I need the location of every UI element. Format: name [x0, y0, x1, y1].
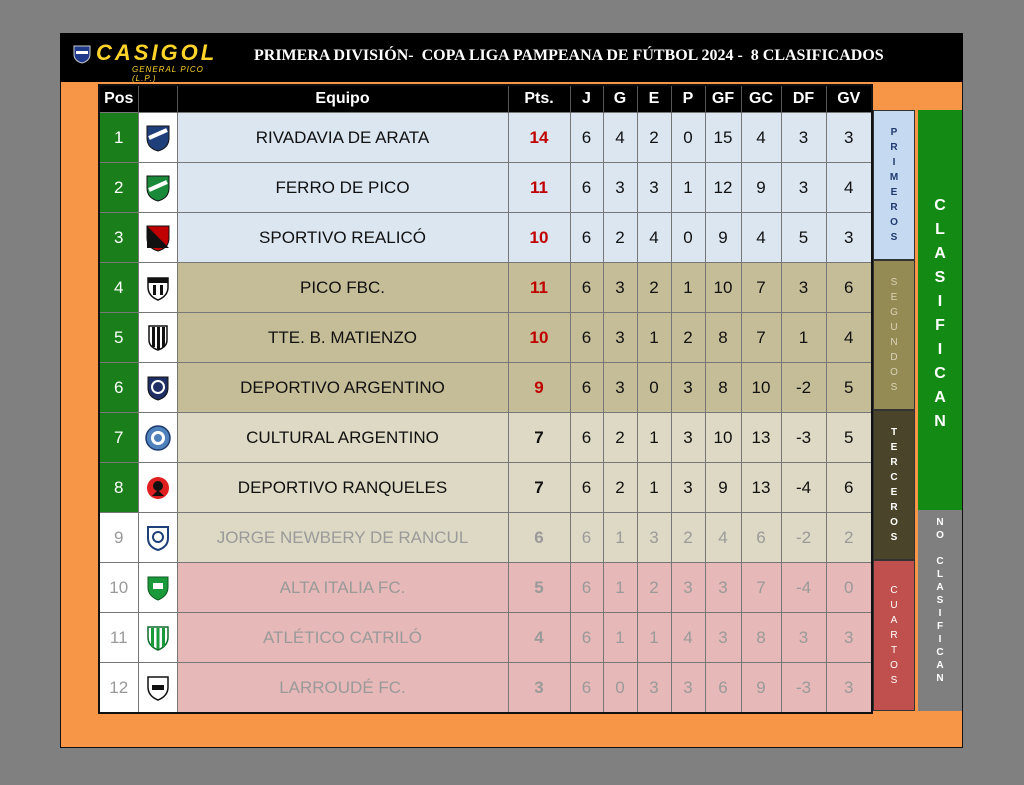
- points-cell: 11: [508, 163, 570, 213]
- drawn-cell: 0: [637, 363, 671, 413]
- position-cell: 11: [99, 613, 138, 663]
- group-label-cuartos: C U A R T O S: [873, 560, 915, 711]
- goals-against-cell: 4: [741, 213, 781, 263]
- points-cell: 10: [508, 313, 570, 363]
- played-cell: 6: [570, 613, 603, 663]
- col-header-team: Equipo: [177, 85, 508, 113]
- goals-against-cell: 7: [741, 563, 781, 613]
- team-name: DEPORTIVO ARGENTINO: [177, 363, 508, 413]
- deportivo-ranqueles-crest-icon: [144, 474, 172, 502]
- goal-diff-cell: 3: [781, 613, 826, 663]
- team-name: RIVADAVIA DE ARATA: [177, 113, 508, 163]
- played-cell: 6: [570, 563, 603, 613]
- deportivo-argentino-crest-icon: [145, 374, 171, 402]
- matienzo-crest-icon: [145, 324, 171, 352]
- table-row: [99, 563, 872, 613]
- alta-italia-crest-icon: [145, 574, 171, 602]
- standings-table: [98, 84, 873, 714]
- drawn-cell: 1: [637, 313, 671, 363]
- away-goals-cell: 6: [826, 463, 872, 513]
- played-cell: 6: [570, 213, 603, 263]
- points-cell: 7: [508, 463, 570, 513]
- lost-cell: 4: [671, 613, 705, 663]
- table-row: [99, 663, 872, 714]
- position-cell: 9: [99, 513, 138, 563]
- drawn-cell: 1: [637, 463, 671, 513]
- won-cell: 0: [603, 663, 637, 714]
- won-cell: 3: [603, 263, 637, 313]
- brand-subtitle: GENERAL PICO (L.P.): [132, 65, 204, 83]
- goals-for-cell: 9: [705, 463, 741, 513]
- goals-for-cell: 6: [705, 663, 741, 714]
- points-cell: 14: [508, 113, 570, 163]
- away-goals-cell: 5: [826, 413, 872, 463]
- table-row: [99, 363, 872, 413]
- played-cell: 6: [570, 463, 603, 513]
- away-goals-cell: 4: [826, 313, 872, 363]
- points-cell: 4: [508, 613, 570, 663]
- goals-for-cell: 10: [705, 413, 741, 463]
- casigol-shield-icon: [72, 44, 92, 64]
- goals-against-cell: 13: [741, 413, 781, 463]
- away-goals-cell: 3: [826, 613, 872, 663]
- col-header-e: E: [637, 85, 671, 113]
- team-name: DEPORTIVO RANQUELES: [177, 463, 508, 513]
- casigol-logo: [70, 38, 230, 83]
- points-cell: 6: [508, 513, 570, 563]
- played-cell: 6: [570, 663, 603, 714]
- goals-against-cell: 4: [741, 113, 781, 163]
- won-cell: 1: [603, 563, 637, 613]
- position-cell: 3: [99, 213, 138, 263]
- lost-cell: 1: [671, 163, 705, 213]
- table-row: [99, 163, 872, 213]
- goals-for-cell: 8: [705, 313, 741, 363]
- goals-for-cell: 15: [705, 113, 741, 163]
- drawn-cell: 1: [637, 413, 671, 463]
- col-header-gf: GF: [705, 85, 741, 113]
- col-header-p: P: [671, 85, 705, 113]
- goal-diff-cell: 5: [781, 213, 826, 263]
- position-cell: 8: [99, 463, 138, 513]
- goals-against-cell: 7: [741, 263, 781, 313]
- lost-cell: 3: [671, 663, 705, 714]
- won-cell: 3: [603, 363, 637, 413]
- goal-diff-cell: 3: [781, 113, 826, 163]
- away-goals-cell: 6: [826, 263, 872, 313]
- col-header-j: J: [570, 85, 603, 113]
- table-row: [99, 263, 872, 313]
- position-cell: 2: [99, 163, 138, 213]
- col-header-g: G: [603, 85, 637, 113]
- position-cell: 10: [99, 563, 138, 613]
- col-header-crest: [138, 85, 177, 113]
- table-row: [99, 313, 872, 363]
- won-cell: 1: [603, 613, 637, 663]
- cultural-argentino-crest-icon: [144, 424, 172, 452]
- played-cell: 6: [570, 163, 603, 213]
- goal-diff-cell: -3: [781, 413, 826, 463]
- points-cell: 9: [508, 363, 570, 413]
- team-name: LARROUDÉ FC.: [177, 663, 508, 714]
- won-cell: 2: [603, 413, 637, 463]
- lost-cell: 3: [671, 563, 705, 613]
- atletico-catrilo-crest-icon: [145, 624, 171, 652]
- lost-cell: 1: [671, 263, 705, 313]
- goal-diff-cell: 1: [781, 313, 826, 363]
- lost-cell: 3: [671, 463, 705, 513]
- points-cell: 11: [508, 263, 570, 313]
- team-name: TTE. B. MATIENZO: [177, 313, 508, 363]
- team-name: CULTURAL ARGENTINO: [177, 413, 508, 463]
- ferro-pico-crest-icon: [145, 174, 171, 202]
- drawn-cell: 3: [637, 513, 671, 563]
- col-header-pts: Pts.: [508, 85, 570, 113]
- col-header-df: DF: [781, 85, 826, 113]
- page-title: PRIMERA DIVISIÓN- COPA LIGA PAMPEANA DE FÚTBOL 2024 - 8 CLASIFICADOS: [254, 47, 884, 64]
- drawn-cell: 2: [637, 113, 671, 163]
- drawn-cell: 4: [637, 213, 671, 263]
- away-goals-cell: 0: [826, 563, 872, 613]
- position-cell: 12: [99, 663, 138, 714]
- larroude-crest-icon: [145, 674, 171, 702]
- drawn-cell: 2: [637, 563, 671, 613]
- away-goals-cell: 5: [826, 363, 872, 413]
- lost-cell: 0: [671, 213, 705, 263]
- won-cell: 4: [603, 113, 637, 163]
- position-cell: 1: [99, 113, 138, 163]
- goals-for-cell: 12: [705, 163, 741, 213]
- lost-cell: 2: [671, 313, 705, 363]
- team-name: FERRO DE PICO: [177, 163, 508, 213]
- group-label-segundos: S E G U N D O S: [873, 260, 915, 410]
- table-row: [99, 463, 872, 513]
- goal-diff-cell: 3: [781, 263, 826, 313]
- sportivo-realico-crest-icon: [145, 224, 171, 252]
- won-cell: 2: [603, 463, 637, 513]
- away-goals-cell: 4: [826, 163, 872, 213]
- col-header-gc: GC: [741, 85, 781, 113]
- jorge-newbery-crest-icon: [145, 524, 171, 552]
- table-row: [99, 613, 872, 663]
- table-header-row: [99, 85, 872, 113]
- played-cell: 6: [570, 513, 603, 563]
- goals-for-cell: 4: [705, 513, 741, 563]
- goals-against-cell: 10: [741, 363, 781, 413]
- goals-for-cell: 10: [705, 263, 741, 313]
- won-cell: 1: [603, 513, 637, 563]
- position-cell: 6: [99, 363, 138, 413]
- goal-diff-cell: -4: [781, 563, 826, 613]
- brand-name: CASIGOL: [96, 40, 218, 65]
- goal-diff-cell: -4: [781, 463, 826, 513]
- table-row: [99, 513, 872, 563]
- team-name: SPORTIVO REALICÓ: [177, 213, 508, 263]
- goals-against-cell: 9: [741, 163, 781, 213]
- goal-diff-cell: -2: [781, 363, 826, 413]
- goals-against-cell: 9: [741, 663, 781, 714]
- goal-diff-cell: -3: [781, 663, 826, 714]
- away-goals-cell: 3: [826, 213, 872, 263]
- played-cell: 6: [570, 113, 603, 163]
- goals-against-cell: 6: [741, 513, 781, 563]
- goal-diff-cell: -2: [781, 513, 826, 563]
- points-cell: 7: [508, 413, 570, 463]
- lost-cell: 2: [671, 513, 705, 563]
- position-cell: 5: [99, 313, 138, 363]
- team-name: ATLÉTICO CATRILÓ: [177, 613, 508, 663]
- group-label-terceros: T E R C E R O S: [873, 410, 915, 560]
- points-cell: 3: [508, 663, 570, 714]
- drawn-cell: 2: [637, 263, 671, 313]
- won-cell: 2: [603, 213, 637, 263]
- goal-diff-cell: 3: [781, 163, 826, 213]
- lost-cell: 3: [671, 363, 705, 413]
- away-goals-cell: 2: [826, 513, 872, 563]
- drawn-cell: 3: [637, 663, 671, 714]
- col-header-pos: Pos: [99, 85, 138, 113]
- away-goals-cell: 3: [826, 663, 872, 714]
- team-name: JORGE NEWBERY DE RANCUL: [177, 513, 508, 563]
- position-cell: 4: [99, 263, 138, 313]
- team-name: ALTA ITALIA FC.: [177, 563, 508, 613]
- goals-against-cell: 7: [741, 313, 781, 363]
- lost-cell: 3: [671, 413, 705, 463]
- goals-for-cell: 8: [705, 363, 741, 413]
- col-header-gv: GV: [826, 85, 872, 113]
- position-cell: 7: [99, 413, 138, 463]
- won-cell: 3: [603, 313, 637, 363]
- status-no-clasifican: N O C L A S I F I C A N: [918, 510, 962, 711]
- played-cell: 6: [570, 363, 603, 413]
- played-cell: 6: [570, 413, 603, 463]
- rivadavia-arata-crest-icon: [145, 124, 171, 152]
- points-cell: 10: [508, 213, 570, 263]
- away-goals-cell: 3: [826, 113, 872, 163]
- goals-for-cell: 3: [705, 563, 741, 613]
- points-cell: 5: [508, 563, 570, 613]
- goals-against-cell: 8: [741, 613, 781, 663]
- drawn-cell: 1: [637, 613, 671, 663]
- drawn-cell: 3: [637, 163, 671, 213]
- goals-against-cell: 13: [741, 463, 781, 513]
- table-row: [99, 113, 872, 163]
- lost-cell: 0: [671, 113, 705, 163]
- team-name: PICO FBC.: [177, 263, 508, 313]
- group-label-primeros: P R I M E R O S: [873, 110, 915, 260]
- won-cell: 3: [603, 163, 637, 213]
- table-row: [99, 213, 872, 263]
- status-clasifican: C L A S I F I C A N: [918, 110, 962, 510]
- goals-for-cell: 9: [705, 213, 741, 263]
- table-row: [99, 413, 872, 463]
- pico-fbc-crest-icon: [145, 274, 171, 302]
- played-cell: 6: [570, 313, 603, 363]
- played-cell: 6: [570, 263, 603, 313]
- goals-for-cell: 3: [705, 613, 741, 663]
